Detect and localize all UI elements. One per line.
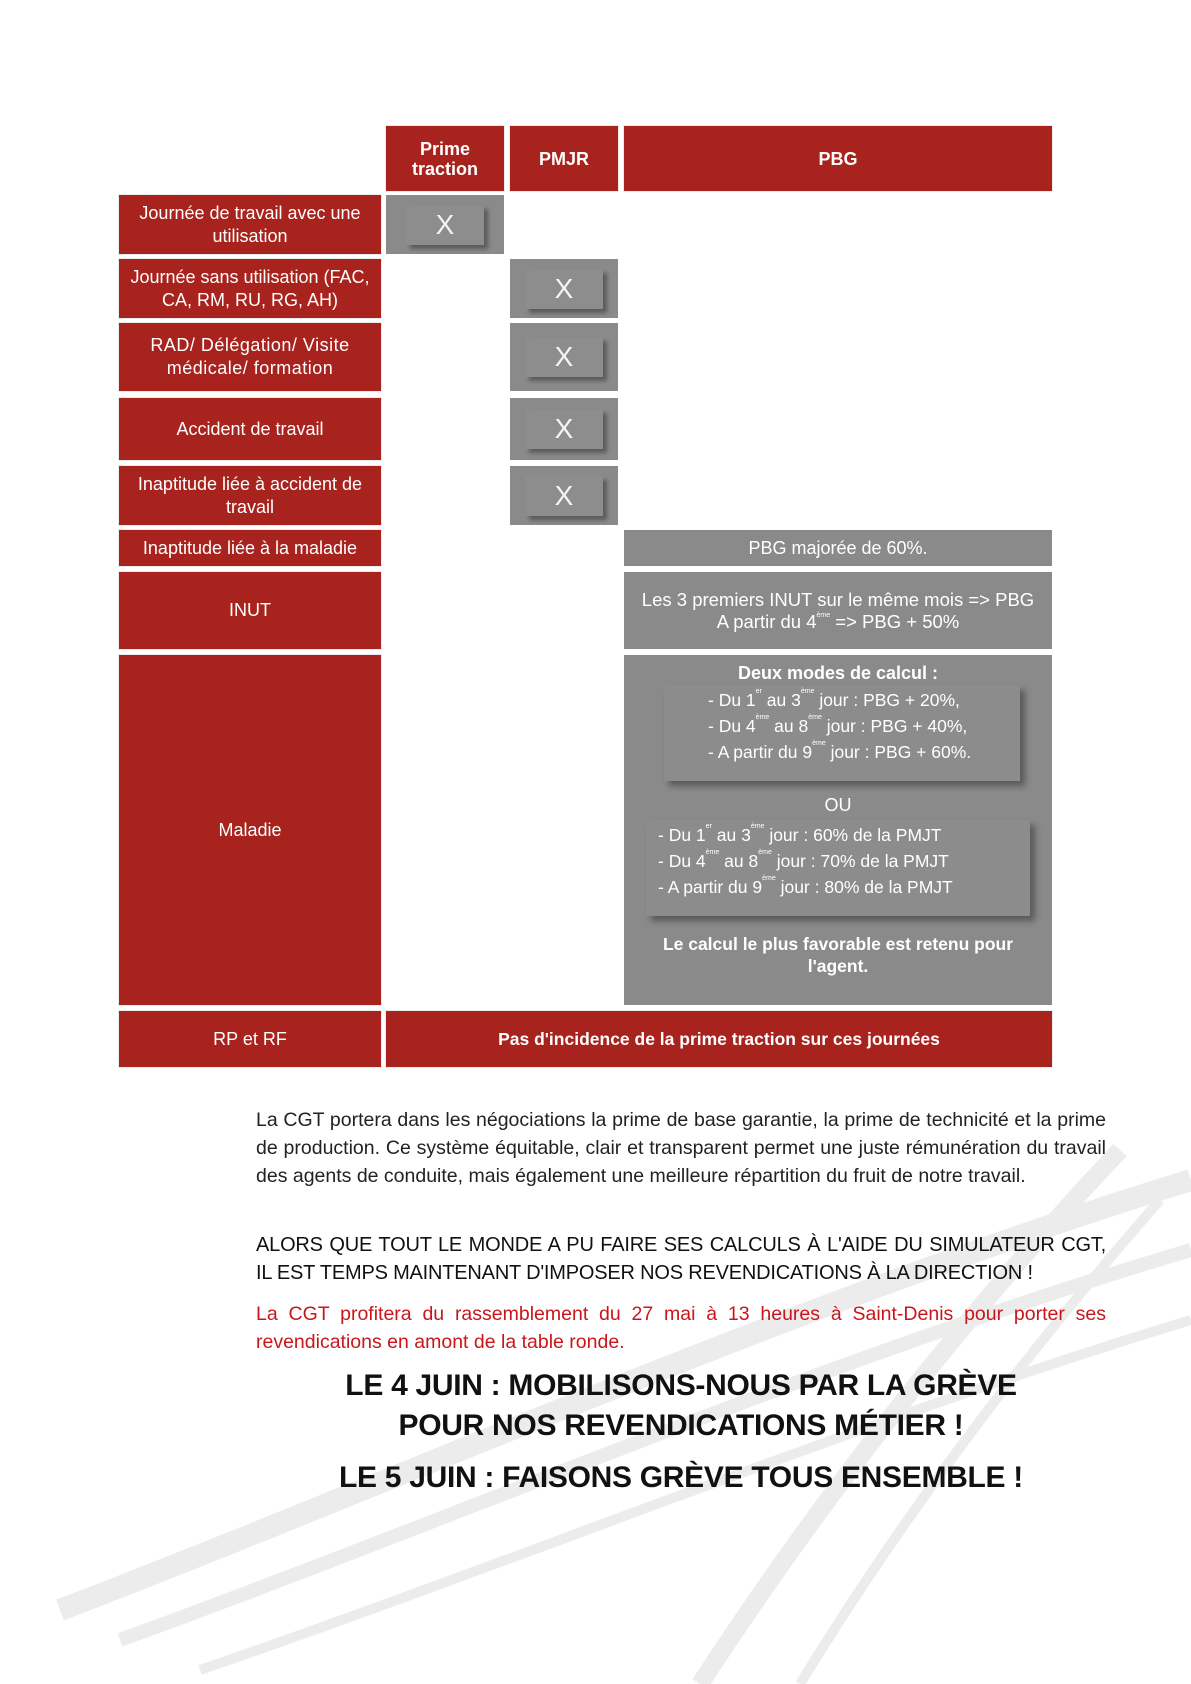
mode1-line: - Du 4ème au 8ème jour : PBG + 40%, bbox=[708, 714, 968, 736]
check-mark: X bbox=[525, 337, 603, 377]
mode2-line: - Du 4ème au 8ème jour : 70% de la PMJT bbox=[658, 849, 949, 871]
mark-cell-pmjr bbox=[510, 466, 618, 525]
row-label-rp-rf: RP et RF bbox=[119, 1011, 381, 1067]
row-label-rad-delegation: RAD/ Délégation/ Visite médicale/ formation bbox=[119, 323, 381, 391]
mark-cell-pmjr bbox=[510, 323, 618, 391]
pbg-cell-maladie bbox=[624, 655, 1052, 1005]
header-pbg: PBG bbox=[624, 126, 1052, 191]
row-label-journee-sans-utilisation: Journée sans utilisation (FAC, CA, RM, RU, RG, AH) bbox=[119, 259, 381, 318]
row-label-inaptitude-accident: Inaptitude liée à accident de travail bbox=[119, 466, 381, 525]
row-label-journee-utilisation: Journée de travail avec une utilisation bbox=[119, 195, 381, 254]
slogan-5-juin: LE 5 JUIN : FAISONS GRÈVE TOUS ENSEMBLE ! bbox=[339, 1461, 1023, 1494]
rp-rf-span-cell: Pas d'incidence de la prime traction sur ces journées bbox=[386, 1011, 1052, 1067]
maladie-ou: OU bbox=[824, 795, 852, 815]
row-label-maladie: Maladie bbox=[119, 655, 381, 1005]
pbg-cell-inaptitude-maladie: PBG majorée de 60%. bbox=[624, 530, 1052, 566]
paragraph-negociations: La CGT portera dans les négociations la prime de base garantie, la prime de technicité et la prime de production. Ce système équitable, clair et transparent permet une juste rémunération du travail des agents de conduite, mais également une meilleure répartition du fruit de notre travail. bbox=[256, 1109, 1106, 1187]
maladie-conclusion: Le calcul le plus favorable est retenu pour l'agent. bbox=[662, 934, 1014, 976]
maladie-title: Deux modes de calcul : bbox=[737, 663, 939, 683]
paragraph-rassemblement: La CGT profitera du rassemblement du 27 mai à 13 heures à Saint-Denis pour porter ses revendications en amont de la table ronde. bbox=[256, 1303, 1106, 1353]
paragraph-simulateur: ALORS QUE TOUT LE MONDE A PU FAIRE SES CALCULS À L'AIDE DU SIMULATEUR CGT, IL EST TEMPS MAINTENANT D'IMPOSER NOS REVENDICATIONS À LA DIRECTION ! bbox=[256, 1234, 1106, 1284]
row-label-accident-travail: Accident de travail bbox=[119, 398, 381, 460]
maladie-mode-1-box bbox=[664, 685, 1020, 781]
header-pmjr: PMJR bbox=[510, 126, 618, 191]
mark-cell-prime-traction bbox=[386, 195, 504, 254]
mark-cell-pmjr bbox=[510, 259, 618, 318]
mode2-line: - Du 1er au 3ème jour : 60% de la PMJT bbox=[658, 823, 942, 845]
mark-cell-pmjr bbox=[510, 398, 618, 460]
check-mark: X bbox=[406, 205, 484, 245]
mode1-line: - Du 1er au 3ème jour : PBG + 20%, bbox=[708, 688, 960, 710]
row-label-inaptitude-maladie: Inaptitude liée à la maladie bbox=[119, 530, 381, 566]
slogan-4-juin: LE 4 JUIN : MOBILISONS-NOUS PAR LA GRÈVE POUR NOS REVENDICATIONS MÉTIER ! bbox=[345, 1369, 1017, 1442]
check-mark: X bbox=[525, 269, 603, 309]
check-mark: X bbox=[525, 409, 603, 449]
maladie-mode-2-box bbox=[646, 820, 1030, 916]
mode1-line: - A partir du 9ème jour : PBG + 60%. bbox=[708, 740, 972, 762]
mode2-line: - A partir du 9ème jour : 80% de la PMJT bbox=[658, 875, 953, 897]
header-prime-traction: Prime traction bbox=[386, 126, 504, 191]
inut-line-1: Les 3 premiers INUT sur le même mois => PBG bbox=[641, 588, 1035, 610]
row-label-inut: INUT bbox=[119, 572, 381, 649]
check-mark: X bbox=[525, 476, 603, 516]
pbg-cell-inut bbox=[624, 572, 1052, 649]
inut-line-2: A partir du 4ème => PBG + 50% bbox=[716, 610, 960, 632]
